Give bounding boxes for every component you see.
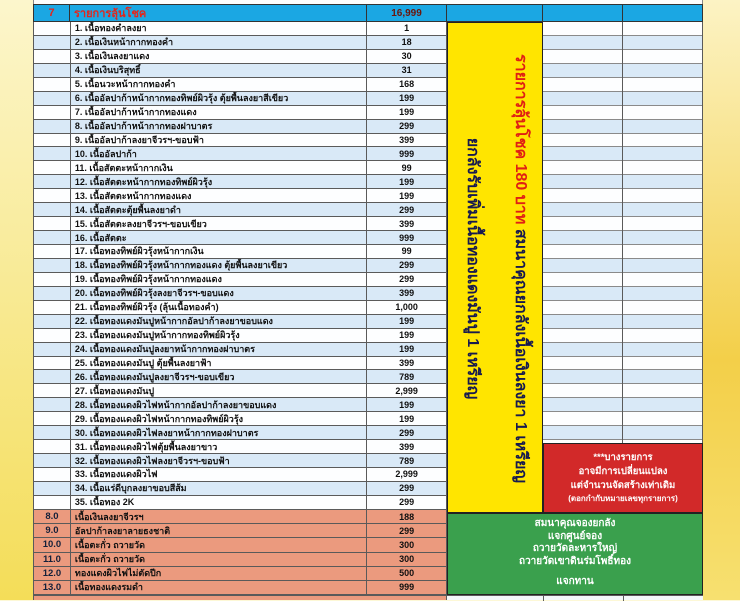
- row-number-cell: [34, 22, 71, 35]
- amount-cell: 199: [367, 175, 447, 188]
- amount-cell: 299: [367, 482, 447, 495]
- red-notice-line: แต่จำนวนจัดสร้างเท่าเดิม: [570, 480, 676, 491]
- notice-box-green: [447, 513, 703, 595]
- empty-cell: [623, 78, 702, 92]
- empty-cell: [623, 245, 702, 259]
- table-row: [33, 203, 447, 217]
- amount-cell: 789: [367, 454, 447, 467]
- row-number-cell: [34, 175, 71, 188]
- empty-cell: [623, 50, 702, 64]
- item-name-cell: 10. เนื้ออัลปาก้า: [71, 147, 367, 160]
- page-margin-left: [0, 0, 33, 600]
- green-notice-line: แจกศูนย์จอง: [547, 530, 603, 542]
- red-notice-line: (ตอกกำกับหมายเลขทุกรายการ): [568, 494, 678, 503]
- green-notice-line: สมนาคุณจองยกลัง: [534, 518, 616, 529]
- empty-cell: [543, 301, 622, 315]
- amount-cell: 299: [367, 120, 447, 133]
- banner-line-1-dark: สมนาคุณยกลังเนื้อเงินลงยา 1 เหรียญ: [512, 224, 529, 483]
- row-number-cell: [34, 468, 71, 481]
- bottom-items-list: [33, 510, 447, 595]
- cut-off-row-bottom-left: [33, 595, 447, 600]
- row-number-cell: [34, 106, 71, 119]
- empty-cell: [543, 357, 622, 371]
- empty-cell: [623, 287, 702, 301]
- item-name-cell: 6. เนื้ออัลปาก้าหน้ากากทองทิพย์ผิวรุ้ง ตุ้ยพื้นลงยาสีเขียว: [71, 92, 367, 105]
- table-row: [33, 147, 447, 161]
- amount-cell: 399: [367, 440, 447, 453]
- table-row: [33, 161, 447, 175]
- amount-cell: 299: [367, 273, 447, 286]
- table-row: [33, 259, 447, 273]
- row-number-cell: [34, 273, 71, 286]
- row-number-cell: [34, 231, 71, 244]
- item-name-cell: 9. เนื้ออัลปาก้าลงยาจีวรฯ-ขอบฟ้า: [71, 134, 367, 147]
- table-row: [33, 482, 447, 496]
- row-number-cell: [34, 343, 71, 356]
- empty-cell: [623, 64, 702, 78]
- empty-cell: [623, 217, 702, 231]
- table-row: [33, 524, 447, 538]
- amount-cell: 399: [367, 287, 447, 300]
- empty-cell: [543, 36, 622, 50]
- empty-cell: [623, 134, 702, 148]
- item-name-cell: 3. เนื้อเงินลงยาแดง: [71, 50, 367, 63]
- cut-off-row-bottom-right: [447, 595, 703, 600]
- empty-cell: [543, 134, 622, 148]
- table-row: [33, 78, 447, 92]
- row-number-cell: [34, 412, 71, 425]
- item-name-cell: เนื้อตะกั่ว ถวายวัด: [71, 553, 367, 566]
- row-number-cell: 9.0: [34, 524, 71, 537]
- empty-cell: [543, 217, 622, 231]
- empty-cell: [623, 412, 702, 426]
- empty-cell: [623, 36, 702, 50]
- row-number-cell: [34, 398, 71, 411]
- empty-cell: [543, 412, 622, 426]
- item-name-cell: 1. เนื้อทองคำลงยา: [71, 22, 367, 35]
- item-name-cell: 26. เนื้อทองแดงมันปูลงยาจีวรฯ-ขอบเขียว: [71, 370, 367, 383]
- table-row: [33, 398, 447, 412]
- row-number-cell: [34, 189, 71, 202]
- amount-cell: 1: [367, 22, 447, 35]
- amount-cell: 199: [367, 92, 447, 105]
- empty-cell: [623, 120, 702, 134]
- item-name-cell: 23. เนื้อทองแดงมันปูหน้ากากทองทิพย์ผิวรุ้ง: [71, 329, 367, 342]
- amount-cell: 199: [367, 189, 447, 202]
- page-margin-right: [703, 0, 740, 600]
- table-row: [33, 92, 447, 106]
- table-row: [33, 301, 447, 315]
- amount-cell: 399: [367, 357, 447, 370]
- grid-line: [543, 596, 544, 601]
- amount-cell: 199: [367, 412, 447, 425]
- empty-cell: [623, 343, 702, 357]
- row-number-cell: [34, 78, 71, 91]
- amount-cell: 999: [367, 231, 447, 244]
- amount-cell: 168: [367, 78, 447, 91]
- amount-cell: 300: [367, 538, 447, 551]
- empty-cell: [543, 175, 622, 189]
- empty-cell: [543, 22, 622, 36]
- row-number-cell: [34, 440, 71, 453]
- empty-cell: [543, 50, 622, 64]
- empty-cell: [543, 329, 622, 343]
- amount-cell: 199: [367, 315, 447, 328]
- empty-cell: [543, 64, 622, 78]
- table-row: [33, 412, 447, 426]
- table-row: [33, 50, 447, 64]
- table-row: [33, 106, 447, 120]
- row-number-cell: [34, 357, 71, 370]
- item-name-cell: 2. เนื้อเงินหน้ากากทองคำ: [71, 36, 367, 49]
- item-name-cell: 28. เนื้อทองแดงผิวไฟหน้ากากอัลปาก้าลงยาขอบแดง: [71, 398, 367, 411]
- table-row: [33, 217, 447, 231]
- banner-line-1-red: รายการลุ้นโชค 180 บาท: [512, 54, 529, 225]
- table-header-row: [33, 4, 703, 22]
- banner-line-1: [496, 23, 543, 513]
- table-row: [33, 134, 447, 148]
- item-name-cell: เนื้อตะกั่ว ถวายวัด: [71, 538, 367, 551]
- header-empty-cell: [543, 5, 623, 21]
- table-row: [33, 343, 447, 357]
- empty-cell: [623, 231, 702, 245]
- header-index-cell: 7: [33, 5, 70, 21]
- row-number-cell: [34, 287, 71, 300]
- amount-cell: 789: [367, 370, 447, 383]
- item-name-cell: 35. เนื้อทอง 2K: [71, 496, 367, 509]
- amount-cell: 2,999: [367, 384, 447, 397]
- item-name-cell: 15. เนื้อสัตตะลงยาจีวรฯ-ขอบเขียว: [71, 217, 367, 230]
- amount-cell: 199: [367, 106, 447, 119]
- row-number-cell: 10.0: [34, 538, 71, 551]
- empty-cell: [623, 203, 702, 217]
- empty-cell: [623, 315, 702, 329]
- item-name-cell: 24. เนื้อทองแดงมันปูลงยาหน้ากากทองฝาบาตร: [71, 343, 367, 356]
- row-number-cell: [34, 147, 71, 160]
- empty-cell: [543, 273, 622, 287]
- empty-cell: [543, 370, 622, 384]
- header-empty-cell: [623, 5, 703, 21]
- amount-cell: 999: [367, 147, 447, 160]
- row-number-cell: [34, 36, 71, 49]
- banner-line-2: ยกลังรับเพิ่มเนื้อทองแดงมันปู 1 เหรียญ: [464, 137, 481, 400]
- item-name-cell: 13. เนื้อสัตตะหน้ากากทองแดง: [71, 189, 367, 202]
- green-notice-line: ถวายวัดเขาดินร่มโพธิ์ทอง: [519, 555, 631, 567]
- row-number-cell: [34, 384, 71, 397]
- table-row: [33, 510, 447, 524]
- amount-cell: 999: [367, 581, 447, 594]
- green-notice-footer: แจกทาน: [556, 576, 594, 587]
- empty-cell: [623, 22, 702, 36]
- item-name-cell: 31. เนื้อทองแดงผิวไฟตุ้ยพื้นลงยาขาว: [71, 440, 367, 453]
- item-name-cell: 27. เนื้อทองแดงมันปู: [71, 384, 367, 397]
- empty-cell: [543, 231, 622, 245]
- table-row: [33, 231, 447, 245]
- amount-cell: 99: [367, 161, 447, 174]
- row-number-cell: [34, 217, 71, 230]
- row-number-cell: [34, 120, 71, 133]
- row-number-cell: [34, 482, 71, 495]
- amount-cell: 299: [367, 524, 447, 537]
- item-name-cell: อัลปาก้าลงยาลายธงชาติ: [71, 524, 367, 537]
- table-row: [33, 64, 447, 78]
- row-number-cell: [34, 245, 71, 258]
- amount-cell: 188: [367, 510, 447, 523]
- amount-cell: 30: [367, 50, 447, 63]
- empty-column-2: [623, 22, 703, 443]
- green-notice-line: ถวายวัดละหารใหญ่: [532, 543, 618, 554]
- row-number-cell: [34, 329, 71, 342]
- item-name-cell: 25. เนื้อทองแดงมันปู ตุ้ยพื้นลงยาฟ้า: [71, 357, 367, 370]
- item-name-cell: 20. เนื้อทองทิพย์ผิวรุ้งลงยาจีวรฯ-ขอบแดง: [71, 287, 367, 300]
- row-number-cell: 13.0: [34, 581, 71, 594]
- row-number-cell: [34, 259, 71, 272]
- table-row: [33, 315, 447, 329]
- row-number-cell: 12.0: [34, 567, 71, 580]
- amount-cell: 199: [367, 398, 447, 411]
- empty-cell: [623, 92, 702, 106]
- item-name-cell: 33. เนื้อทองแดงผิวไฟ: [71, 468, 367, 481]
- item-name-cell: ทองแดงผิวไฟไม่ตัดปีก: [71, 567, 367, 580]
- amount-cell: 31: [367, 64, 447, 77]
- empty-cell: [623, 398, 702, 412]
- table-row: [33, 567, 447, 581]
- item-name-cell: 8. เนื้ออัลปาก้าหน้ากากทองฝาบาตร: [71, 120, 367, 133]
- empty-cell: [623, 147, 702, 161]
- table-row: [33, 189, 447, 203]
- row-number-cell: [34, 496, 71, 509]
- red-notice-line: ***บางรายการ: [593, 452, 653, 463]
- row-number-cell: [34, 426, 71, 439]
- empty-cell: [543, 245, 622, 259]
- table-row: [33, 273, 447, 287]
- empty-cell: [543, 287, 622, 301]
- empty-cell: [623, 426, 702, 440]
- table-row: [33, 440, 447, 454]
- table-row: [33, 329, 447, 343]
- empty-cell: [623, 106, 702, 120]
- amount-cell: 2,999: [367, 468, 447, 481]
- row-number-cell: [34, 315, 71, 328]
- amount-cell: 1,000: [367, 301, 447, 314]
- empty-cell: [623, 357, 702, 371]
- item-name-cell: 18. เนื้อทองทิพย์ผิวรุ้งหน้ากากทองแดง ตุ้ยพื้นลงยาเขียว: [71, 259, 367, 272]
- row-number-cell: 11.0: [34, 553, 71, 566]
- row-number-cell: 8.0: [34, 510, 71, 523]
- grid-line: [623, 596, 624, 601]
- empty-cell: [623, 301, 702, 315]
- amount-cell: 299: [367, 259, 447, 272]
- header-total-cell: 16,999: [367, 5, 447, 21]
- table-row: [33, 581, 447, 595]
- empty-cell: [623, 161, 702, 175]
- row-number-cell: [34, 370, 71, 383]
- amount-cell: 199: [367, 343, 447, 356]
- empty-column-1: [543, 22, 623, 443]
- empty-cell: [543, 203, 622, 217]
- empty-cell: [543, 343, 622, 357]
- item-name-cell: 19. เนื้อทองทิพย์ผิวรุ้งหน้ากากทองแดง: [71, 273, 367, 286]
- item-name-cell: 12. เนื้อสัตตะหน้ากากทองทิพย์ผิวรุ้ง: [71, 175, 367, 188]
- table-row: [33, 120, 447, 134]
- empty-cell: [623, 273, 702, 287]
- header-title-cell: รายการลุ้นโชค: [70, 5, 367, 21]
- table-row: [33, 245, 447, 259]
- amount-cell: 299: [367, 426, 447, 439]
- empty-cell: [623, 175, 702, 189]
- table-row: [33, 287, 447, 301]
- row-number-cell: [34, 203, 71, 216]
- empty-cell: [543, 161, 622, 175]
- empty-cell: [543, 92, 622, 106]
- table-row: [33, 468, 447, 482]
- table-row: [33, 22, 447, 36]
- item-name-cell: 5. เนื้อนวะหน้ากากทองคำ: [71, 78, 367, 91]
- row-number-cell: [34, 134, 71, 147]
- row-number-cell: [34, 64, 71, 77]
- item-name-cell: เนื้อเงินลงยาจีวรฯ: [71, 510, 367, 523]
- amount-cell: 299: [367, 496, 447, 509]
- empty-cell: [543, 120, 622, 134]
- spreadsheet-table: [33, 0, 703, 600]
- amount-cell: 18: [367, 36, 447, 49]
- amount-cell: 199: [367, 329, 447, 342]
- amount-cell: 399: [367, 217, 447, 230]
- empty-cell: [623, 259, 702, 273]
- item-name-cell: 4. เนื้อเงินบริสุทธิ์: [71, 64, 367, 77]
- table-row: [33, 426, 447, 440]
- item-name-cell: 14. เนื้อสัตตะตุ้ยพื้นลงยาดำ: [71, 203, 367, 216]
- promo-banner-text: [448, 23, 543, 513]
- item-name-cell: 17. เนื้อทองทิพย์ผิวรุ้งหน้ากากเงิน: [71, 245, 367, 258]
- table-row: [33, 370, 447, 384]
- item-name-cell: เนื้อทองแดงรมดำ: [71, 581, 367, 594]
- empty-cell: [543, 315, 622, 329]
- table-row: [33, 538, 447, 552]
- table-row: [33, 496, 447, 510]
- empty-cell: [543, 106, 622, 120]
- promo-banner-vertical: [447, 22, 543, 513]
- item-name-cell: 34. เนื้อแร่ดีบุกลงยาขอบสีส้ม: [71, 482, 367, 495]
- table-row: [33, 36, 447, 50]
- empty-cell: [543, 384, 622, 398]
- empty-cell: [623, 329, 702, 343]
- table-row: [33, 175, 447, 189]
- row-number-cell: [34, 301, 71, 314]
- item-name-cell: 21. เนื้อทองทิพย์ผิวรุ้ง (ลุ้นเนื้อทองคำ): [71, 301, 367, 314]
- red-notice-line: อาจมีการเปลี่ยนแปลง: [578, 466, 668, 477]
- amount-cell: 300: [367, 553, 447, 566]
- amount-cell: 99: [367, 245, 447, 258]
- table-row: [33, 454, 447, 468]
- notice-box-red: [543, 443, 703, 513]
- row-number-cell: [34, 161, 71, 174]
- empty-cell: [623, 189, 702, 203]
- amount-cell: 399: [367, 134, 447, 147]
- header-empty-cell: [447, 5, 543, 21]
- row-number-cell: [34, 92, 71, 105]
- empty-cell: [543, 189, 622, 203]
- table-row: [33, 553, 447, 567]
- item-name-cell: 22. เนื้อทองแดงมันปูหน้ากากอัลปาก้าลงยาขอบแดง: [71, 315, 367, 328]
- empty-cell: [543, 78, 622, 92]
- item-name-cell: 11. เนื้อสัตตะหน้ากากเงิน: [71, 161, 367, 174]
- table-row: [33, 384, 447, 398]
- amount-cell: 299: [367, 203, 447, 216]
- table-row: [33, 357, 447, 371]
- item-name-cell: 16. เนื้อสัตตะ: [71, 231, 367, 244]
- item-name-cell: 32. เนื้อทองแดงผิวไฟลงยาจีวรฯ-ขอบฟ้า: [71, 454, 367, 467]
- amount-cell: 500: [367, 567, 447, 580]
- item-name-cell: 30. เนื้อทองแดงผิวไฟลงยาหน้ากากทองฝาบาตร: [71, 426, 367, 439]
- empty-cell: [543, 259, 622, 273]
- row-number-cell: [34, 50, 71, 63]
- row-number-cell: [34, 454, 71, 467]
- empty-cell: [623, 370, 702, 384]
- empty-cell: [543, 398, 622, 412]
- item-name-cell: 7. เนื้ออัลปาก้าหน้ากากทองแดง: [71, 106, 367, 119]
- empty-cell: [623, 384, 702, 398]
- lucky-items-list: [33, 22, 447, 510]
- empty-cell: [543, 426, 622, 440]
- item-name-cell: 29. เนื้อทองแดงผิวไฟหน้ากากทองทิพย์ผิวรุ้ง: [71, 412, 367, 425]
- empty-cell: [543, 147, 622, 161]
